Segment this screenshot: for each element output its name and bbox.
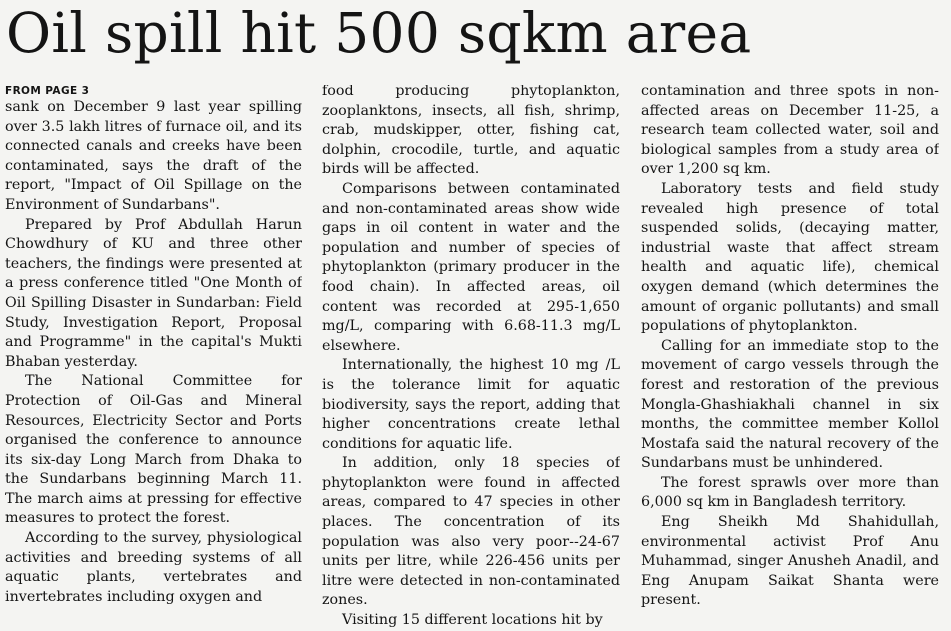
paragraph: The forest sprawls over more than 6,000 sq km in Bangladesh territory. bbox=[641, 474, 939, 511]
paragraph: Eng Sheikh Md Shahidullah, environmental activist Prof Anu Muhammad, singer Anusheh Anadil, and Eng Anupam Saikat Shanta were present. bbox=[641, 514, 939, 609]
paragraph: Prepared by Prof Abdullah Harun Chowdhury of KU and three other teachers, the findings were presented at a press conference titled "One Month of Oil Spilling Disaster in Sundarban: Field Study, Investigation Report, Proposal and Programme" in the capital's Mukti Bhaban yesterday. bbox=[5, 216, 302, 370]
paragraph: Comparisons between contaminated and non-contaminated areas show wide gaps in oil content in water and the population and number of species of phytoplankton (primary producer in the food chain). In affected areas, oil content was recorded at 295-1,650 mg/L, comparing with 6.68-11.3 mg/L elsewhere. bbox=[322, 180, 620, 354]
article-column-2 bbox=[322, 85, 620, 631]
paragraph: The National Committee for Protection of Oil-Gas and Mineral Resources, Electricity Sector and Ports organised the conference to announce its six-day Long March from Dhaka to the Sundarbans beginning March 11. The march aims at pressing for effective measures to protect the forest. bbox=[5, 373, 302, 527]
paragraph: Internationally, the highest 10 mg /L is the tolerance limit for aquatic biodiversity, says the report, adding that higher concentrations create lethal conditions for aquatic life. bbox=[322, 357, 620, 452]
article-column-1 bbox=[5, 85, 302, 631]
continued-from-label: FROM PAGE 3 bbox=[5, 85, 90, 97]
paragraph: Visiting 15 different locations hit by bbox=[342, 612, 603, 629]
paragraph: food producing phytoplankton, zooplanktons, insects, all fish, shrimp, crab, mudskipper, otter, fishing cat, dolphin, crocodile, turtle, and aquatic birds will be affected. bbox=[322, 85, 620, 178]
paragraph: In addition, only 18 species of phytoplankton were found in affected areas, compared to 47 species in other places. The concentration of its population was also very poor--24-67 units per litre, while 226-456 units per litre were detected in non-contaminated zones. bbox=[322, 455, 620, 609]
paragraph: Laboratory tests and field study revealed high presence of total suspended solids, (decaying matter, industrial waste that affect stream health and aquatic life), chemical oxygen demand (which determines the amount of organic pollutants) and small populations of phytoplankton. bbox=[641, 180, 939, 335]
paragraph: Calling for an immediate stop to the movement of cargo vessels through the forest and restoration of the previous Mongla-Ghashiakhali channel in six months, the committee member Kollol Mostafa said the natural recovery of the Sundarbans must be unhindered. bbox=[641, 337, 939, 472]
paragraph: sank on December 9 last year spilling over 3.5 lakh litres of furnace oil, and its connected canals and creeks have been contaminated, says the draft of the report, "Impact of Oil Spillage on the Environment of Sundarbans". bbox=[5, 99, 302, 213]
paragraph: According to the survey, physiological activities and breeding systems of all aquatic plants, vertebrates and invertebrates including oxygen and bbox=[5, 530, 302, 605]
headline: Oil spill hit 500 sqkm area bbox=[6, 1, 752, 65]
paragraph: contamination and three spots in non-affected areas on December 11-25, a research team collected water, soil and biological samples from a study area of over 1,200 sq km. bbox=[641, 85, 939, 178]
article-column-3 bbox=[641, 85, 939, 631]
